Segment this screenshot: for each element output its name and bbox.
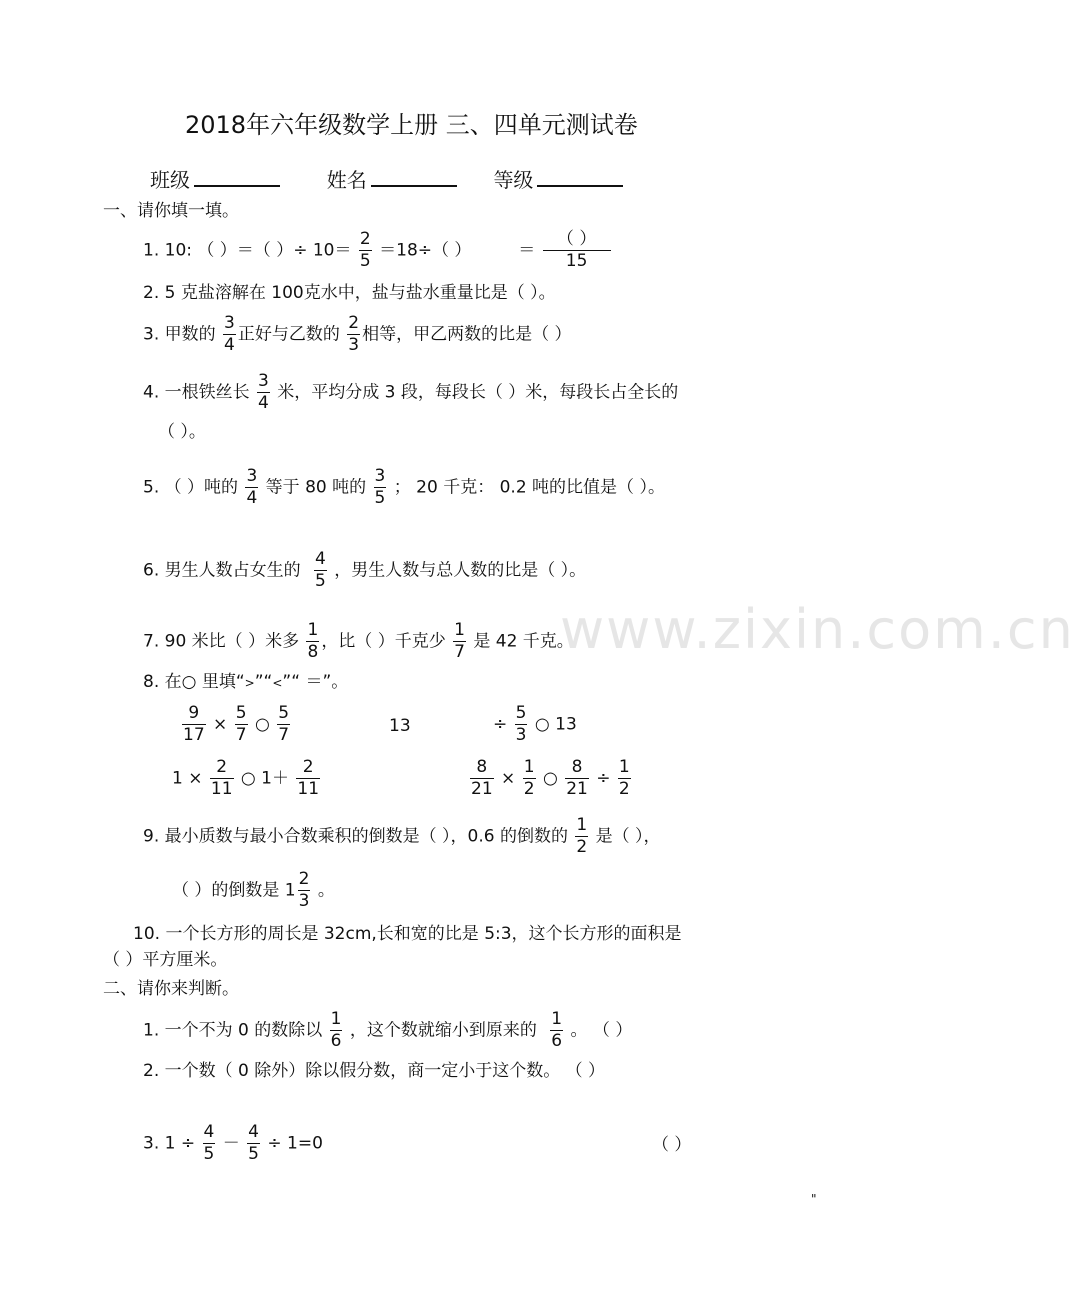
name-blank[interactable] [371, 167, 457, 187]
fraction: $\frac{1}{2}$ [618, 757, 630, 799]
fraction: $\frac{4}{5}$ [203, 1122, 215, 1164]
question-1-4: 4. 一根铁丝长 $\frac{3}{4}$ 米，平均分成 3 段，每段长（ ）米，每段长占全长的 [143, 371, 679, 413]
watermark: www.zixin.com.cn [560, 598, 1075, 661]
class-label: 班级 [150, 168, 190, 192]
compare-circle[interactable]: ○ 13 [534, 714, 577, 735]
question-2-3-answer[interactable]: （ ） [652, 1135, 692, 1155]
fraction: $\frac{3}{4}$ [246, 466, 258, 508]
fraction: $\frac{1}{6}$ [330, 1009, 342, 1051]
fraction: $\frac{8}{21}$ [566, 757, 588, 799]
fraction: $\frac{( )}{15}$ [543, 229, 611, 272]
fraction: $\frac{5}{7}$ [278, 703, 290, 745]
fraction: $\frac{3}{4}$ [258, 371, 269, 413]
question-1-10-cont: （ ）平方厘米。 [103, 950, 228, 970]
question-2-1: 1. 一个不为 0 的数除以 $\frac{1}{6}$ ，这个数就缩小到原来的 $\frac{1}{6}$ 。 （ ） [143, 1009, 633, 1051]
fraction: $\frac{2}{3}$ [298, 869, 310, 911]
question-1-8: 8. 在○ 里填“>”“<”“ ＝”。 [143, 672, 349, 692]
question-1-10: 10. 一个长方形的周长是 32cm,长和宽的比是 5:3，这个长方形的面积是 [133, 924, 682, 944]
compare-circle[interactable]: ○ [542, 768, 558, 789]
fraction: $\frac{2}{3}$ [348, 313, 360, 355]
compare-1: $\frac{9}{17}$ × $\frac{5}{7}$ ○ $\frac{5}{7}$ [183, 703, 290, 745]
page-mark: " [811, 1192, 817, 1206]
question-2-2: 2. 一个数（ 0 除外）除以假分数，商一定小于这个数。 （ ） [143, 1061, 606, 1081]
question-1-2: 2. 5 克盐溶解在 100克水中，盐与盐水重量比是（ ）。 [143, 283, 556, 303]
fraction: $\frac{2}{5}$ [359, 229, 371, 271]
fraction: $\frac{4}{5}$ [315, 549, 326, 591]
grade-blank[interactable] [537, 167, 623, 187]
name-label: 姓名 [326, 168, 367, 192]
fraction: $\frac{1}{7}$ [454, 620, 465, 662]
header-fields [150, 167, 623, 192]
page-title: 2018年六年级数学上册 三、四单元测试卷 [185, 111, 638, 139]
fraction: $\frac{5}{3}$ [515, 703, 527, 745]
question-1-9: 9. 最小质数与最小合数乘积的倒数是（ ），0.6 的倒数的 $\frac{1}{2}$ 是（ ）， [143, 815, 661, 857]
section2-heading: 二、请你来判断。 [103, 979, 239, 999]
section1-heading: 一、请你填一填。 [103, 201, 239, 221]
fraction: $\frac{5}{7}$ [235, 703, 247, 745]
fraction: $\frac{1}{6}$ [551, 1009, 563, 1051]
question-1-3: 3. 甲数的 $\frac{3}{4}$ 正好与乙数的 $\frac{2}{3}$ 相等，甲乙两数的比是（ ） [143, 313, 572, 355]
fraction: $\frac{3}{4}$ [224, 313, 235, 355]
question-1-1: 1. 10: （ ）＝（ ）÷ 10＝ $\frac{2}{5}$ ＝18÷（ ） ＝ $\frac{( )}{15}$ [143, 229, 613, 272]
fraction: $\frac{9}{17}$ [183, 703, 205, 745]
question-1-6: 6. 男生人数占女生的 $\frac{4}{5}$ ，男生人数与总人数的比是（ ）。 [143, 549, 587, 591]
fraction: $\frac{1}{2}$ [576, 815, 588, 857]
compare-circle[interactable]: ○ 1＋ [240, 768, 289, 789]
question-1-9-cont: （ ）的倒数是 1 $\frac{2}{3}$ 。 [172, 869, 335, 911]
fraction: $\frac{3}{5}$ [374, 466, 386, 508]
question-1-4-cont: （ ）。 [158, 422, 206, 442]
question-1-5: 5. （ ）吨的 $\frac{3}{4}$ 等于 80 吨的 $\frac{3}{5}$ ； 20 千克： 0.2 吨的比值是（ ）。 [143, 466, 665, 508]
fraction: $\frac{8}{21}$ [471, 757, 493, 799]
fraction: $\frac{2}{11}$ [297, 757, 320, 799]
fraction: $\frac{4}{5}$ [248, 1122, 259, 1164]
compare-3: 1 × $\frac{2}{11}$ ○ 1＋ $\frac{2}{11}$ [172, 757, 320, 799]
compare-2: ÷ $\frac{5}{3}$ ○ 13 [493, 703, 577, 745]
class-blank[interactable] [194, 167, 280, 187]
fraction: $\frac{2}{11}$ [210, 757, 233, 799]
compare-4: $\frac{8}{21}$ × $\frac{1}{2}$ ○ $\frac{8}{21}$ ÷ $\frac{1}{2}$ [471, 757, 630, 799]
fraction: $\frac{1}{8}$ [307, 620, 319, 662]
compare-circle[interactable]: ○ [254, 714, 270, 735]
grade-label: 等级 [493, 168, 534, 192]
compare-2-left: 13 [389, 716, 411, 736]
fraction: $\frac{1}{2}$ [523, 757, 535, 799]
question-1-7: 7. 90 米比（ ）米多 $\frac{1}{8}$ ，比（ ）千克少 $\frac{1}{7}$ 是 42 千克。 [143, 620, 574, 662]
question-2-3: 3. 1 ÷ $\frac{4}{5}$ － $\frac{4}{5}$ ÷ 1=0 [143, 1122, 323, 1164]
